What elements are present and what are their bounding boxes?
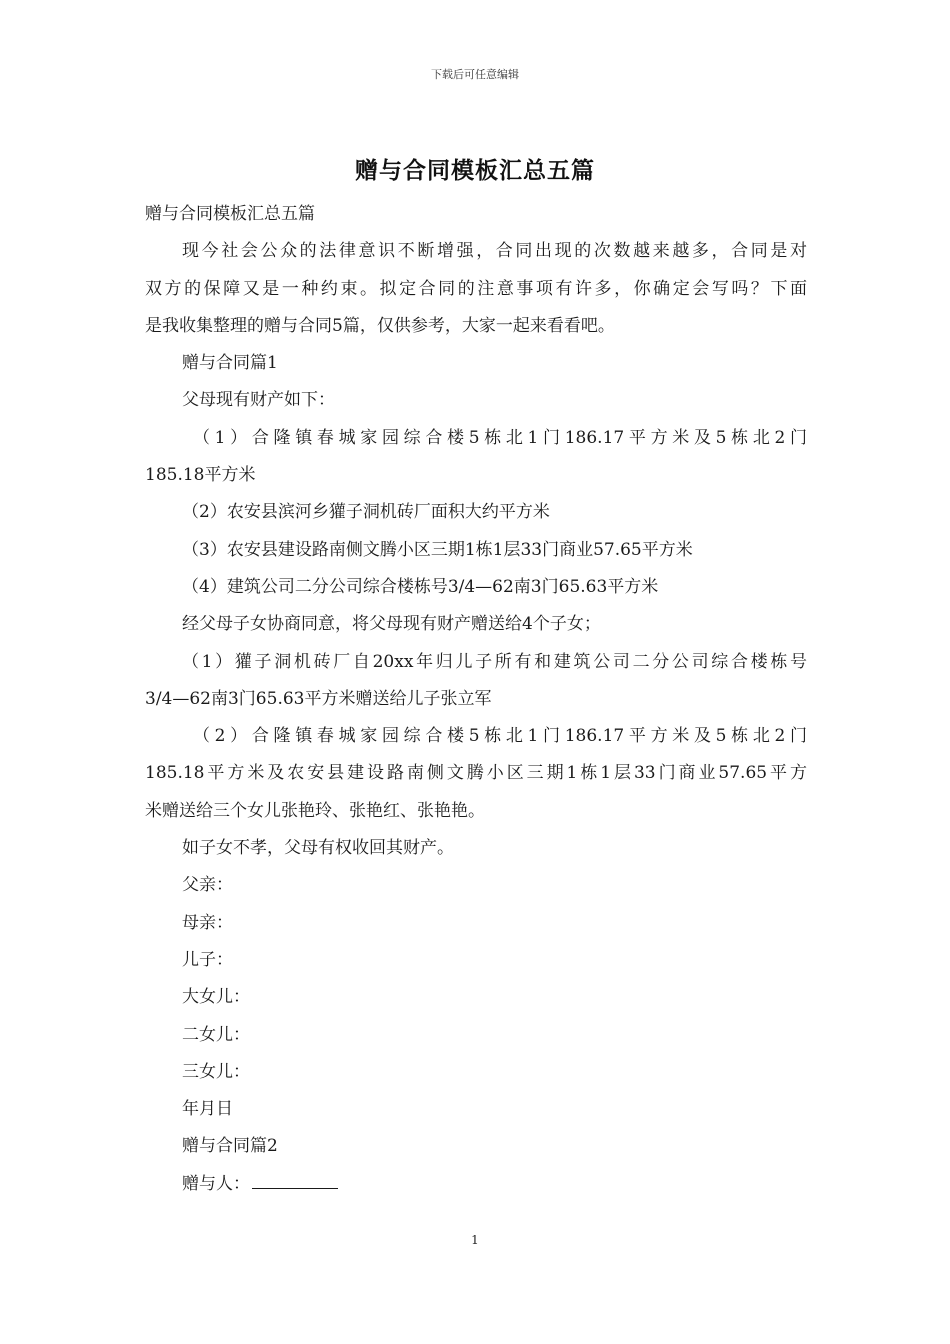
page-number: 1: [471, 1233, 479, 1247]
donor-blank-field: [252, 1166, 338, 1189]
gift-item-2-line-2: 185.18平方米及农安县建设路南侧文腾小区三期1栋1层33门商业57.65平方: [145, 763, 807, 784]
subtitle: 赠与合同模板汇总五篇: [145, 204, 315, 224]
property-item-1-line-1: （1）合隆镇春城家园综合楼5栋北1门186.17平方米及5栋北2门: [193, 427, 807, 448]
intro-line-2: 双方的保障又是一种约束。拟定合同的注意事项有许多，你确定会写吗？下面: [145, 278, 807, 299]
signature-son: 儿子：: [182, 949, 233, 970]
header-note: 下载后可任意编辑: [431, 68, 519, 81]
document-body: [145, 196, 807, 1203]
parents-property-intro: 父母现有财产如下：: [182, 390, 335, 411]
signature-eldest-daughter: 大女儿：: [182, 987, 250, 1008]
property-item-3: （3）农安县建设路南侧文腾小区三期1栋1层33门商业57.65平方米: [182, 539, 693, 560]
revocation-clause: 如子女不孝，父母有权收回其财产。: [182, 838, 454, 859]
signature-second-daughter: 二女儿：: [182, 1024, 250, 1045]
document-title: 赠与合同模板汇总五篇: [355, 157, 595, 184]
agreement-intro: 经父母子女协商同意，将父母现有财产赠送给4个子女；: [182, 614, 601, 635]
donor-line: [145, 1166, 807, 1203]
property-item-1-line-2: 185.18平方米: [145, 465, 256, 486]
gift-item-1-line-2: 3/4—62南3门65.63平方米赠送给儿子张立军: [145, 688, 492, 709]
property-item-4: （4）建筑公司二分公司综合楼栋号3/4—62南3门65.63平方米: [182, 576, 659, 597]
signature-father: 父亲：: [182, 875, 233, 896]
signature-third-daughter: 三女儿：: [182, 1061, 250, 1082]
gift-item-2-line-3: 米赠送给三个女儿张艳玲、张艳红、张艳艳。: [145, 800, 485, 821]
signature-mother: 母亲：: [182, 912, 233, 933]
gift-item-1-line-1: （1）獾子洞机砖厂自20xx年归儿子所有和建筑公司二分公司综合楼栋号: [182, 651, 807, 672]
section-heading-2: 赠与合同篇2: [182, 1136, 278, 1157]
intro-line-3: 是我收集整理的赠与合同5篇，仅供参考，大家一起来看看吧。: [145, 315, 615, 336]
gift-item-2-line-1: （2）合隆镇春城家园综合楼5栋北1门186.17平方米及5栋北2门: [193, 726, 807, 747]
date-line: 年月日: [182, 1099, 233, 1120]
property-item-2: （2）农安县滨河乡獾子洞机砖厂面积大约平方米: [182, 502, 550, 523]
intro-line-1: 现今社会公众的法律意识不断增强，合同出现的次数越来越多，合同是对: [182, 241, 807, 262]
section-heading-1: 赠与合同篇1: [182, 353, 278, 374]
donor-label: 赠与人：: [182, 1173, 250, 1194]
